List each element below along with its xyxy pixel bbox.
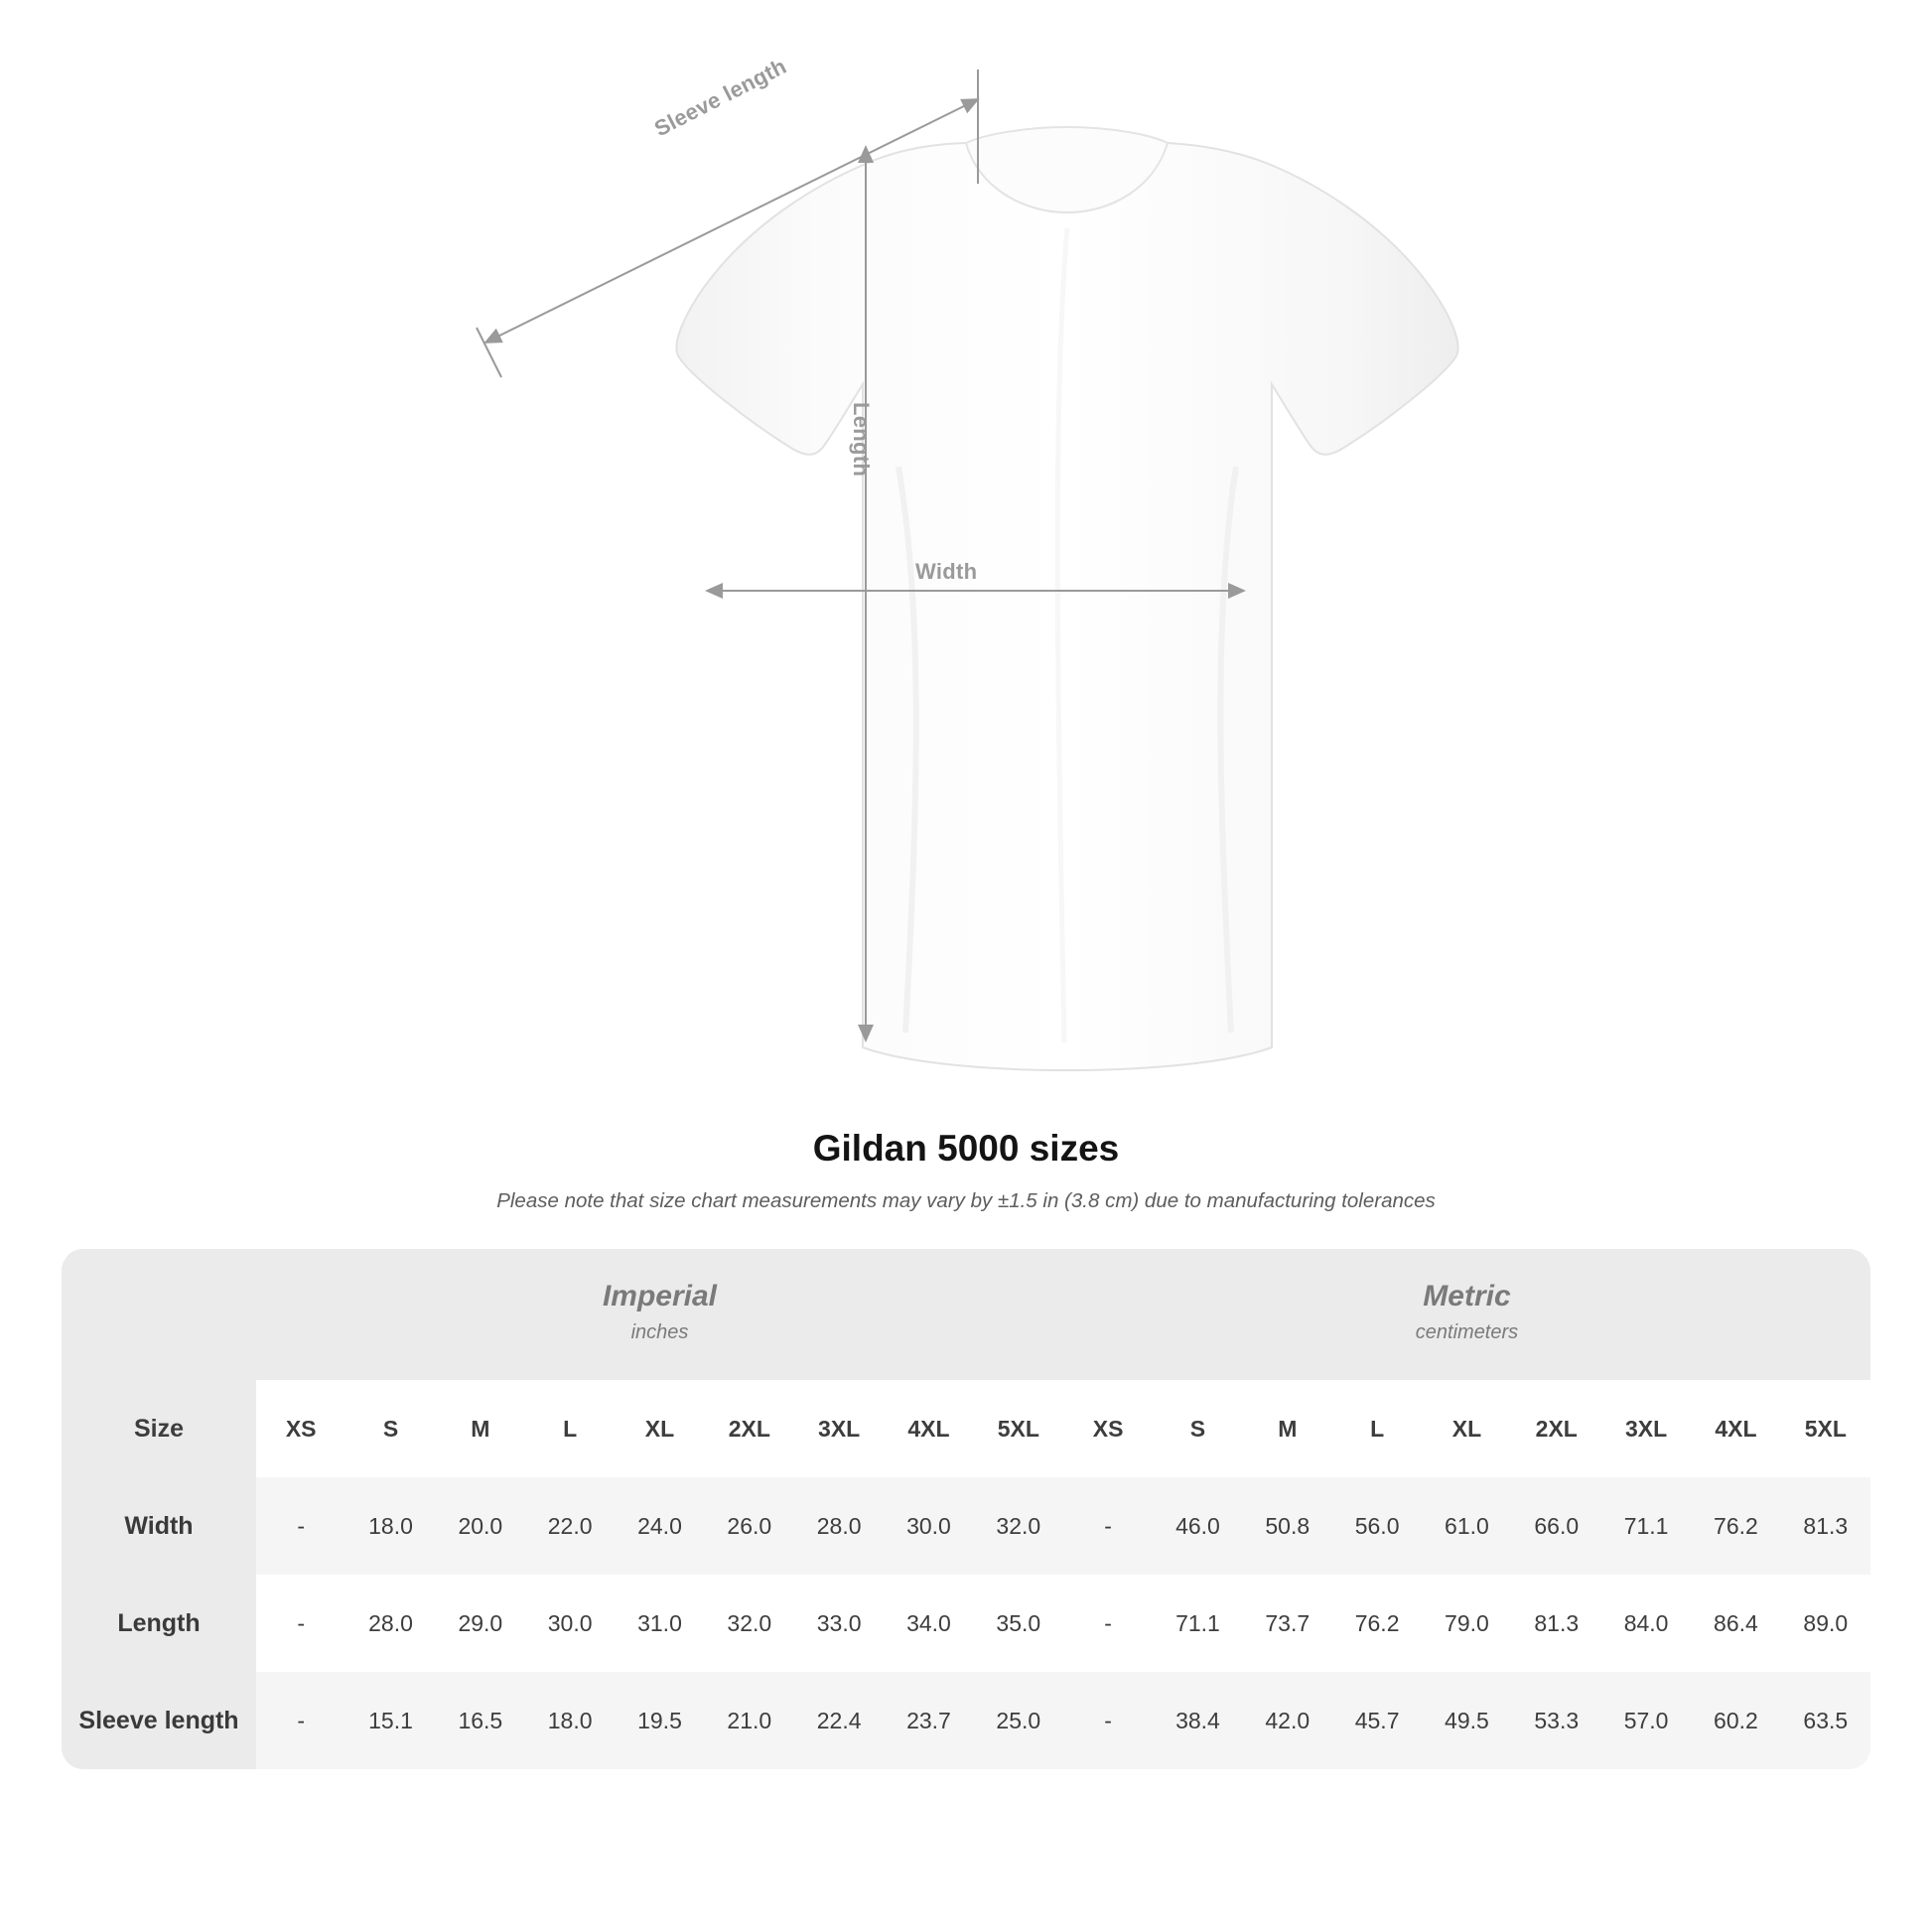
page-title: Gildan 5000 sizes [812, 1128, 1120, 1169]
cell-length-imperial-xl: 31.0 [615, 1575, 704, 1672]
col-header-metric-l: L [1332, 1380, 1422, 1477]
col-header-imperial-3xl: 3XL [794, 1380, 884, 1477]
col-header-metric-xs: XS [1063, 1380, 1153, 1477]
cell-length-metric-3xl: 84.0 [1601, 1575, 1691, 1672]
cell-length-metric-xs: - [1063, 1575, 1153, 1672]
cell-width-metric-l: 56.0 [1332, 1477, 1422, 1575]
cell-length-metric-s: 71.1 [1153, 1575, 1242, 1672]
table-row [62, 1477, 1870, 1575]
cell-length-imperial-4xl: 34.0 [884, 1575, 973, 1672]
col-header-imperial-xs: XS [256, 1380, 345, 1477]
cell-width-imperial-s: 18.0 [345, 1477, 435, 1575]
cell-sleeve-imperial-5xl: 25.0 [974, 1672, 1063, 1769]
cell-sleeve-metric-2xl: 53.3 [1512, 1672, 1601, 1769]
col-header-imperial-m: M [436, 1380, 525, 1477]
table-row [62, 1672, 1870, 1769]
sleeve-length-label: Sleeve length [650, 53, 791, 142]
unit-header-row [62, 1249, 1870, 1380]
cell-width-metric-xl: 61.0 [1422, 1477, 1511, 1575]
cell-sleeve-imperial-xl: 19.5 [615, 1672, 704, 1769]
col-header-metric-4xl: 4XL [1691, 1380, 1780, 1477]
cell-width-imperial-xl: 24.0 [615, 1477, 704, 1575]
size-chart-table-wrap [62, 1249, 1870, 1769]
cell-width-imperial-3xl: 28.0 [794, 1477, 884, 1575]
cell-length-imperial-5xl: 35.0 [974, 1575, 1063, 1672]
metric-label: Metric [1423, 1280, 1511, 1312]
col-header-imperial-l: L [525, 1380, 615, 1477]
col-header-metric-3xl: 3XL [1601, 1380, 1691, 1477]
cell-width-metric-3xl: 71.1 [1601, 1477, 1691, 1575]
title-block [0, 1128, 1932, 1213]
cell-length-metric-2xl: 81.3 [1512, 1575, 1601, 1672]
imperial-group-header [256, 1249, 1063, 1380]
cell-width-metric-4xl: 76.2 [1691, 1477, 1780, 1575]
cell-width-metric-xs: - [1063, 1477, 1153, 1575]
row-label-width: Width [62, 1477, 256, 1575]
cell-sleeve-metric-m: 42.0 [1243, 1672, 1332, 1769]
table-row [62, 1575, 1870, 1672]
imperial-label: Imperial [602, 1280, 717, 1312]
cell-sleeve-imperial-4xl: 23.7 [884, 1672, 973, 1769]
cell-length-metric-5xl: 89.0 [1781, 1575, 1870, 1672]
cell-width-metric-s: 46.0 [1153, 1477, 1242, 1575]
col-header-metric-5xl: 5XL [1781, 1380, 1870, 1477]
row-label-sleeve-length: Sleeve length [62, 1672, 256, 1769]
imperial-sublabel: inches [630, 1321, 689, 1343]
cell-length-metric-m: 73.7 [1243, 1575, 1332, 1672]
cell-length-metric-xl: 79.0 [1422, 1575, 1511, 1672]
cell-sleeve-imperial-m: 16.5 [436, 1672, 525, 1769]
cell-length-metric-4xl: 86.4 [1691, 1575, 1780, 1672]
cell-sleeve-metric-4xl: 60.2 [1691, 1672, 1780, 1769]
cell-width-imperial-2xl: 26.0 [705, 1477, 794, 1575]
cell-width-metric-m: 50.8 [1243, 1477, 1332, 1575]
cell-length-imperial-m: 29.0 [436, 1575, 525, 1672]
cell-width-imperial-4xl: 30.0 [884, 1477, 973, 1575]
size-chart-table [62, 1249, 1870, 1769]
cell-width-imperial-l: 22.0 [525, 1477, 615, 1575]
col-header-imperial-xl: XL [615, 1380, 704, 1477]
cell-length-imperial-l: 30.0 [525, 1575, 615, 1672]
cell-sleeve-imperial-l: 18.0 [525, 1672, 615, 1769]
col-header-metric-s: S [1153, 1380, 1242, 1477]
cell-width-metric-2xl: 66.0 [1512, 1477, 1601, 1575]
col-header-imperial-s: S [345, 1380, 435, 1477]
cell-sleeve-imperial-3xl: 22.4 [794, 1672, 884, 1769]
unit-row-spacer [62, 1249, 256, 1380]
cell-sleeve-metric-5xl: 63.5 [1781, 1672, 1870, 1769]
cell-length-metric-l: 76.2 [1332, 1575, 1422, 1672]
cell-width-imperial-m: 20.0 [436, 1477, 525, 1575]
row-label-length: Length [62, 1575, 256, 1672]
cell-sleeve-metric-s: 38.4 [1153, 1672, 1242, 1769]
length-label: Length [849, 402, 874, 478]
col-header-metric-2xl: 2XL [1512, 1380, 1601, 1477]
cell-sleeve-metric-xs: - [1063, 1672, 1153, 1769]
cell-sleeve-metric-l: 45.7 [1332, 1672, 1422, 1769]
size-header-cell: Size [62, 1380, 256, 1477]
cell-length-imperial-3xl: 33.0 [794, 1575, 884, 1672]
tolerance-note: Please note that size chart measurements may vary by ±1.5 in (3.8 cm) due to manufacturing tolerances [496, 1189, 1436, 1212]
column-header-row [62, 1380, 1870, 1477]
metric-sublabel: centimeters [1415, 1321, 1519, 1343]
col-header-imperial-5xl: 5XL [974, 1380, 1063, 1477]
cell-length-imperial-2xl: 32.0 [705, 1575, 794, 1672]
metric-group-header [1063, 1249, 1870, 1380]
col-header-metric-m: M [1243, 1380, 1332, 1477]
cell-sleeve-metric-3xl: 57.0 [1601, 1672, 1691, 1769]
col-header-imperial-4xl: 4XL [884, 1380, 973, 1477]
cell-sleeve-metric-xl: 49.5 [1422, 1672, 1511, 1769]
width-label: Width [915, 559, 978, 584]
cell-length-imperial-s: 28.0 [345, 1575, 435, 1672]
cell-sleeve-imperial-2xl: 21.0 [705, 1672, 794, 1769]
cell-sleeve-imperial-xs: - [256, 1672, 345, 1769]
cell-width-metric-5xl: 81.3 [1781, 1477, 1870, 1575]
col-header-metric-xl: XL [1422, 1380, 1511, 1477]
cell-sleeve-imperial-s: 15.1 [345, 1672, 435, 1769]
tshirt-body [676, 127, 1457, 1070]
cell-length-imperial-xs: - [256, 1575, 345, 1672]
cell-width-imperial-xs: - [256, 1477, 345, 1575]
col-header-imperial-2xl: 2XL [705, 1380, 794, 1477]
cell-width-imperial-5xl: 32.0 [974, 1477, 1063, 1575]
